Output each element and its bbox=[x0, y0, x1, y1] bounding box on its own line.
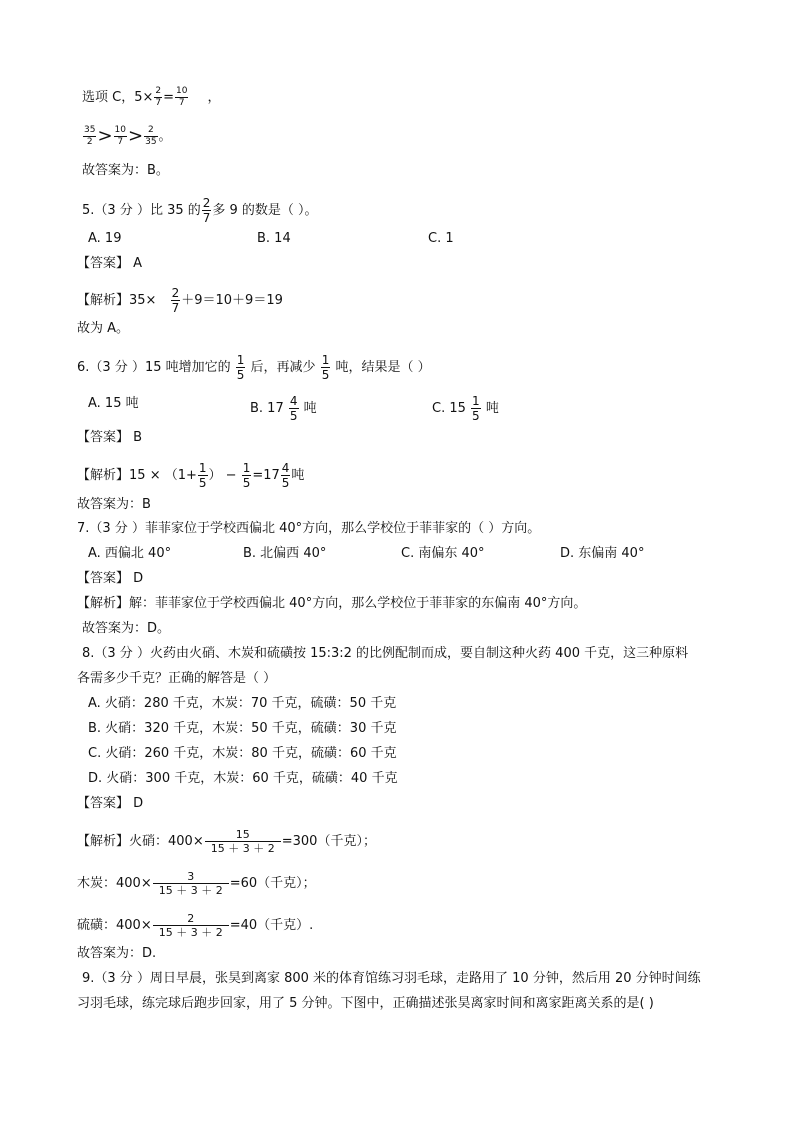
q5-stem: 5.（3 分 ）比 35 的 $\frac{2}{7}$ 多 9 的数是（ ）。 bbox=[82, 196, 318, 225]
q7-conclusion: 故答案为：D。 bbox=[82, 621, 171, 636]
q8-option-c[interactable]: C. 火硝：260 千克，木炭：80 千克，硫磺：60 千克 bbox=[88, 746, 397, 761]
fraction: $\frac{2}{15 + 3 + 2}$ bbox=[153, 913, 229, 938]
q8-calc-2: 木炭：400× $\frac{3}{15 + 3 + 2}$ =60（千克）； bbox=[77, 870, 316, 897]
q9-stem-line2: 习羽毛球，练完球后跑步回家，用了 5 分钟。下图中，正确描述张昊离家时间和离家距离关系的是( ) bbox=[77, 996, 654, 1011]
q6-answer-line bbox=[77, 429, 142, 447]
analysis-label: 【解析】 bbox=[77, 596, 130, 611]
fraction: $\frac{1}{5}$ bbox=[198, 461, 207, 490]
prev-option-c-text: 选项 C，5× bbox=[82, 90, 154, 105]
q6-option-b[interactable]: B. 17 $\frac{4}{5}$ 吨 bbox=[250, 394, 317, 423]
fraction: $\frac{10}{7}$ bbox=[114, 125, 126, 147]
q6-stem: 6.（3 分 ）15 吨增加它的 $\frac{1}{5}$ 后，再减少 $\frac{1}{5}$ 吨，结果是（ ） bbox=[77, 353, 431, 382]
fraction: $\frac{35}{2}$ bbox=[84, 125, 96, 147]
answer-label: 【答案】 bbox=[77, 571, 130, 586]
fraction: $\frac{4}{5}$ bbox=[281, 461, 290, 490]
q5-option-b[interactable]: B. 14 bbox=[257, 231, 291, 246]
answer-label: 【答案】 bbox=[77, 796, 130, 811]
q5-option-c[interactable]: C. 1 bbox=[428, 231, 454, 246]
q9-stem-line1: 9.（3 分 ）周日早晨，张昊到离家 800 米的体育馆练习羽毛球，走路用了 10 分钟，然后用 20 分钟时间练 bbox=[82, 971, 701, 986]
q7-answer-line bbox=[77, 570, 143, 588]
q6-option-c[interactable]: C. 15 $\frac{1}{5}$ 吨 bbox=[432, 394, 499, 423]
q5-analysis: 【解析】35× $\frac{2}{7}$ ＋9＝10＋9＝19 bbox=[77, 286, 283, 315]
prev-conclusion: 故答案为：B。 bbox=[82, 163, 169, 178]
q6-conclusion: 故答案为：B bbox=[77, 497, 151, 512]
fraction: $\frac{2}{7}$ bbox=[202, 196, 211, 225]
q7-option-b[interactable]: B. 北偏西 40° bbox=[243, 546, 327, 561]
q8-stem-line1: 8.（3 分 ）火药由火硝、木炭和硫磺按 15:3:2 的比例配制而成，要自制这种火药 400 千克，这三种原料 bbox=[82, 646, 689, 661]
q8-answer-line bbox=[77, 795, 143, 813]
fraction: $\frac{1}{5}$ bbox=[321, 353, 330, 382]
q5-conclusion: 故为 A。 bbox=[77, 321, 130, 336]
q6-analysis: 【解析】15 × （1+ $\frac{1}{5}$ ） − $\frac{1}{5}$ =17 $\frac{4}{5}$ 吨 bbox=[77, 461, 305, 490]
q8-option-d[interactable]: D. 火硝：300 千克，木炭：60 千克，硫磺：40 千克 bbox=[88, 771, 398, 786]
fraction: $\frac{2}{7}$ bbox=[171, 286, 180, 315]
fraction: $\frac{15}{15 + 3 + 2}$ bbox=[205, 829, 281, 854]
q8-conclusion: 故答案为：D. bbox=[77, 946, 157, 961]
q7-stem: 7.（3 分 ）菲菲家位于学校西偏北 40°方向，那么学校位于菲菲家的（ ）方向。 bbox=[77, 521, 541, 536]
answer-label: 【答案】 bbox=[77, 430, 130, 445]
q7-option-a[interactable]: A. 西偏北 40° bbox=[88, 546, 172, 561]
q8-calc-3: 硫磺：400× $\frac{2}{15 + 3 + 2}$ =40（千克）. bbox=[77, 912, 314, 939]
q7-analysis: 【解析】解：菲菲家位于学校西偏北 40°方向，那么学校位于菲菲家的东偏南 40°方向。 bbox=[77, 596, 587, 611]
fraction: $\frac{4}{5}$ bbox=[289, 394, 298, 423]
fraction: $\frac{2}{7}$ bbox=[155, 86, 162, 108]
fraction: $\frac{10}{7}$ bbox=[176, 86, 188, 108]
q7-answer: D bbox=[133, 571, 144, 586]
answer-label: 【答案】 bbox=[77, 256, 130, 271]
fraction: $\frac{1}{5}$ bbox=[472, 394, 480, 423]
fraction: $\frac{1}{5}$ bbox=[236, 353, 245, 382]
fraction: $\frac{2}{35}$ bbox=[145, 125, 157, 147]
q5-option-a[interactable]: A. 19 bbox=[88, 231, 122, 246]
q6-option-a[interactable]: A. 15 吨 bbox=[88, 396, 139, 411]
q5-answer: A bbox=[133, 256, 143, 271]
q5-answer-line bbox=[77, 255, 142, 273]
q8-option-a[interactable]: A. 火硝：280 千克，木炭：70 千克，硫磺：50 千克 bbox=[88, 696, 397, 711]
q7-option-d[interactable]: D. 东偏南 40° bbox=[560, 546, 645, 561]
prev-compare-line: $\frac{35}{2}$ > $\frac{10}{7}$ > $\frac{2}{35}$ 。 bbox=[84, 125, 172, 147]
q7-option-c[interactable]: C. 南偏东 40° bbox=[401, 546, 485, 561]
fraction: $\frac{1}{5}$ bbox=[242, 461, 251, 490]
prev-option-c-line: 选项 C，5× $\frac{2}{7}$ = $\frac{10}{7}$ ， bbox=[82, 86, 221, 108]
analysis-label: 【解析】 bbox=[77, 293, 130, 308]
analysis-label: 【解析】 bbox=[77, 468, 130, 483]
q8-option-b[interactable]: B. 火硝：320 千克，木炭：50 千克，硫磺：30 千克 bbox=[88, 721, 397, 736]
analysis-label: 【解析】 bbox=[77, 834, 130, 849]
q8-calc-1: 【解析】火硝：400× $\frac{15}{15 + 3 + 2}$ =300（千克）； bbox=[77, 828, 376, 855]
q6-answer: B bbox=[133, 430, 143, 445]
q8-stem-line2: 各需多少千克？正确的解答是（ ） bbox=[77, 671, 277, 686]
q8-answer: D bbox=[133, 796, 144, 811]
fraction: $\frac{3}{15 + 3 + 2}$ bbox=[153, 871, 229, 896]
